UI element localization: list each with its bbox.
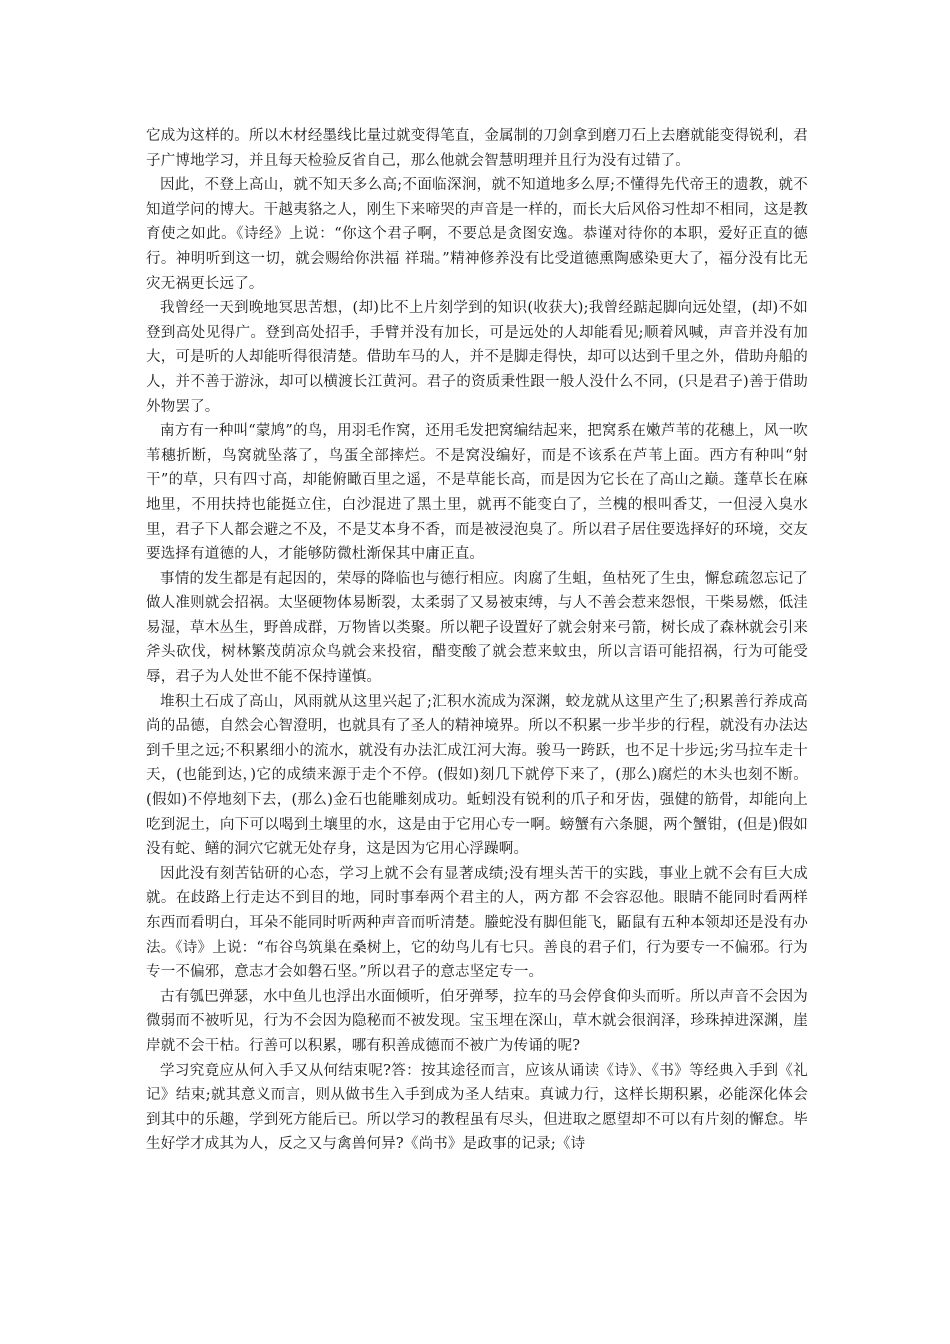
paragraph: 事情的发生都是有起因的，荣辱的降临也与德行相应。肉腐了生蛆，鱼枯死了生虫，懈怠疏忽忘记了做人准则就会招祸。太坚硬物体易断裂，太柔弱了又易被束缚，与人不善会惹来怨恨，干柴易燃，低洼易湿，草木丛生，野兽成群，万物皆以类聚。所以靶子设置好了就会射来弓箭，树长成了森林就会引来斧头砍伐，树林繁茂荫凉众鸟就会来投宿，醋变酸了就会惹来蚊虫，所以言语可能招祸，行为可能受辱，君子为人处世不能不保持谨慎。	[146, 570, 808, 686]
paragraph: 它成为这样的。所以木材经墨线比量过就变得笔直，金属制的刀剑拿到磨刀石上去磨就能变得锐利，君子广博地学习，并且每天检验反省自己，那么他就会智慧明理并且行为没有过错了。	[146, 128, 808, 169]
document-body	[146, 124, 808, 1157]
paragraph: 因此，不登上高山，就不知天多么高;不面临深涧，就不知道地多么厚;不懂得先代帝王的遗教，就不知道学问的博大。干越夷貉之人，刚生下来啼哭的声音是一样的，而长大后风俗习性却不相同，这是教育使之如此。《诗经》上说：“你这个君子啊，不要总是贪图安逸。恭谨对待你的本职，爱好正直的德行。神明听到这一切，就会赐给你洪福 祥瑞。”精神修养没有比受道德熏陶感染更大了，福分没有比无灾无祸更长远了。	[146, 177, 808, 292]
paragraph: 堆积土石成了高山，风雨就从这里兴起了;汇积水流成为深渊，蛟龙就从这里产生了;积累善行养成高尚的品德，自然会心智澄明，也就具有了圣人的精神境界。所以不积累一步半步的行程，就没有办法达到千里之远;不积累细小的流水，就没有办法汇成江河大海。骏马一跨跃，也不足十步远;劣马拉车走十天，(也能到达，)它的成绩来源于走个不停。(假如)刻几下就停下来了，(那么)腐烂的木头也刻不断。(假如)不停地刻下去，(那么)金石也能雕刻成功。蚯蚓没有锐利的爪子和牙齿，强健的筋骨，却能向上吃到泥土，向下可以喝到土壤里的水，这是由于它用心专一啊。螃蟹有六条腿，两个蟹钳，(但是)假如没有蛇、鳝的洞穴它就无处存身，这是因为它用心浮躁啊。	[146, 693, 808, 858]
paragraph: 因此没有刻苦钻研的心态，学习上就不会有显著成绩;没有埋头苦干的实践，事业上就不会有巨大成就。在歧路上行走达不到目的地，同时事奉两个君主的人，两方都 不会容忍他。眼睛不能同时看两样东西而看明白，耳朵不能同时听两种声音而听清楚。螣蛇没有脚但能飞，鼫鼠有五种本领却还是没有办法。《诗》上说：“布谷鸟筑巢在桑树上，它的幼鸟儿有七只。善良的君子们，行为要专一不偏邪。行为专一不偏邪，意志才会如磐石坚。”所以君子的意志坚定专一。	[146, 865, 808, 981]
paragraph: 学习究竟应从何入手又从何结束呢?答：按其途径而言，应该从诵读《诗》、《书》等经典入手到《礼记》结束;就其意义而言，则从做书生入手到成为圣人结束。真诚力行，这样长期积累，必能深化体会到其中的乐趣，学到死方能后已。所以学习的教程虽有尽头，但进取之愿望却不可以有片刻的懈怠。毕生好学才成其为人，反之又与禽兽何异?《尚书》是政事的记录;《诗	[146, 1062, 808, 1153]
paragraph: 南方有一种叫“蒙鸠”的鸟，用羽毛作窝，还用毛发把窝编结起来，把窝系在嫩芦苇的花穗上，风一吹苇穗折断，鸟窝就坠落了，鸟蛋全部摔烂。不是窝没编好，而是不该系在芦苇上面。西方有种叫“射干”的草，只有四寸高，却能俯瞰百里之遥，不是草能长高，而是因为它长在了高山之巅。蓬草长在麻地里，不用扶持也能挺立住，白沙混进了黑土里，就再不能变白了，兰槐的根叫香艾，一但浸入臭水里，君子下人都会避之不及，不是艾本身不香，而是被浸泡臭了。所以君子居住要选择好的环境，交友要选择有道德的人，才能够防微杜渐保其中庸正直。	[146, 423, 808, 563]
paragraph: 我曾经一天到晚地冥思苦想，(却)比不上片刻学到的知识(收获大);我曾经踮起脚向远处望，(却)不如登到高处见得广。登到高处招手，手臂并没有加长，可是远处的人却能看见;顺着风喊，声音并没有加大，可是听的人却能听得很清楚。借助车马的人，并不是脚走得快，却可以达到千里之外，借助舟船的人，并不善于游泳，却可以横渡长江黄河。君子的资质秉性跟一般人没什么不同，(只是君子)善于借助外物罢了。	[146, 300, 808, 415]
paragraph: 古有瓠巴弹瑟，水中鱼儿也浮出水面倾听，伯牙弹琴，拉车的马会停食仰头而听。所以声音不会因为微弱而不被听见，行为不会因为隐秘而不被发现。宝玉埋在深山，草木就会很润泽，珍珠掉进深渊，崖岸就不会干枯。行善可以积累，哪有积善成德而不被广为传诵的呢?	[146, 988, 808, 1054]
